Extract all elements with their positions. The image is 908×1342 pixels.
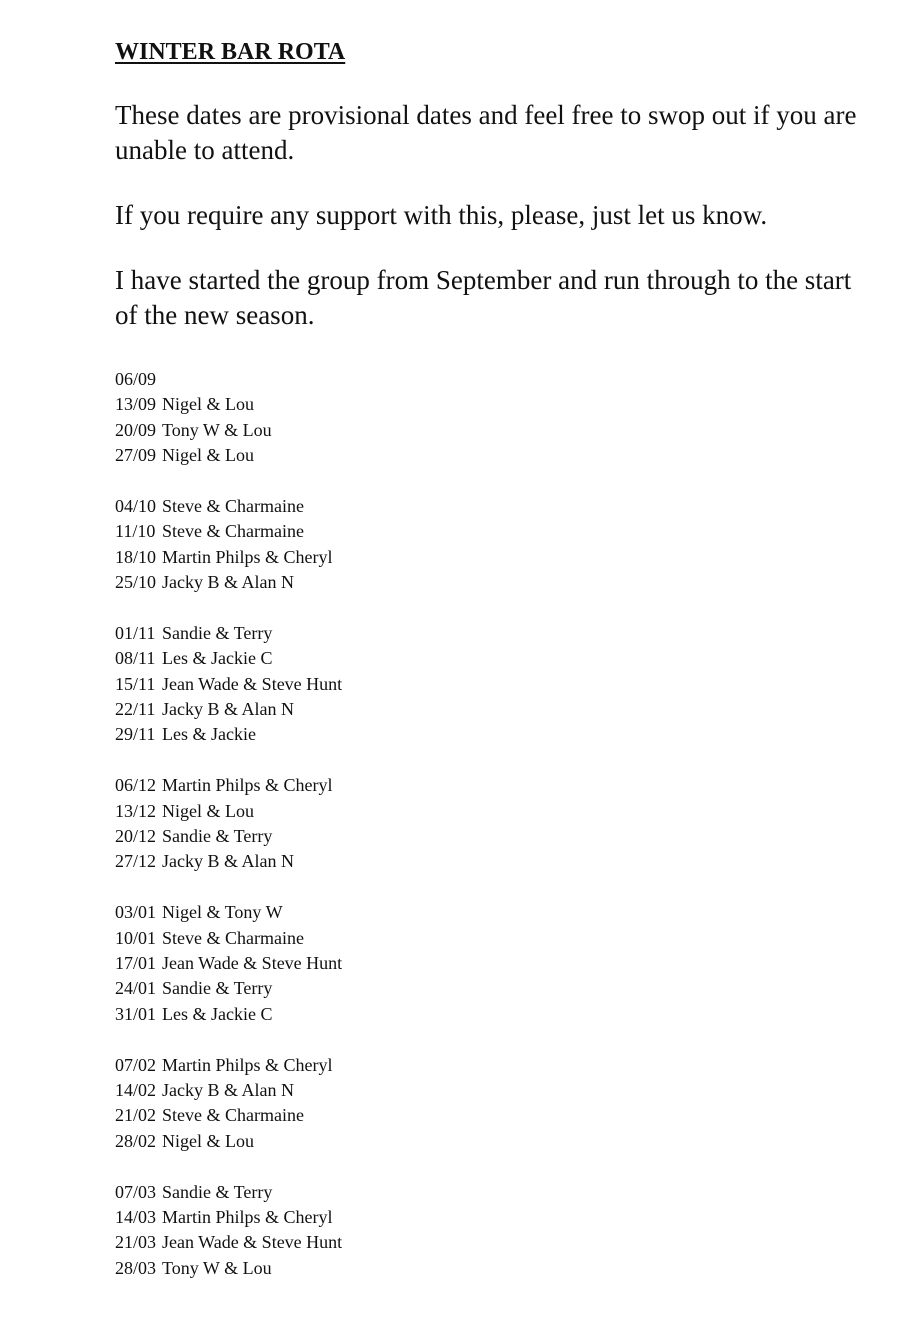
month-group	[115, 1053, 875, 1155]
rota-entry	[115, 519, 875, 544]
rota-entry	[115, 646, 875, 671]
page-title: WINTER BAR ROTA	[115, 39, 346, 65]
rota-entry	[115, 545, 875, 570]
rota-names: Jacky B & Alan N	[162, 1079, 294, 1100]
rota-names: Martin Philps & Cheryl	[162, 775, 333, 796]
rota-date: 14/03	[115, 1206, 157, 1227]
document-page	[115, 34, 875, 1306]
rota-names: Sandie & Terry	[162, 826, 273, 847]
rota-date: 27/12	[115, 851, 157, 872]
rota-entry	[115, 392, 875, 417]
rota-entry	[115, 849, 875, 874]
rota-entry	[115, 443, 875, 468]
rota-date: 14/02	[115, 1079, 157, 1100]
rota-entry	[115, 722, 875, 747]
month-group	[115, 367, 875, 469]
rota-entry	[115, 1230, 875, 1255]
rota-entry	[115, 799, 875, 824]
support-paragraph: If you require any support with this, please, just let us know.	[115, 200, 768, 230]
rota-entry	[115, 1053, 875, 1078]
rota-names: Les & Jackie C	[162, 648, 273, 669]
rota-entry	[115, 494, 875, 519]
rota-names: Martin Philps & Cheryl	[162, 1054, 333, 1075]
rota-names: Jean Wade & Steve Hunt	[162, 952, 343, 973]
rota-date: 28/03	[115, 1257, 157, 1278]
rota-names: Nigel & Lou	[162, 1130, 254, 1151]
rota-names: Nigel & Tony W	[162, 902, 283, 923]
rota-names: Jacky B & Alan N	[162, 699, 294, 720]
rota-date: 08/11	[115, 648, 156, 669]
rota-date: 07/03	[115, 1181, 157, 1202]
rota-date: 17/01	[115, 952, 157, 973]
rota-entry	[115, 672, 875, 697]
rota-names: Sandie & Terry	[162, 622, 273, 643]
rota-entry	[115, 1180, 875, 1205]
rota-date: 24/01	[115, 978, 157, 999]
rota-date: 20/09	[115, 419, 157, 440]
rota-entry	[115, 367, 875, 392]
rota-entry	[115, 1205, 875, 1230]
month-group	[115, 900, 875, 1027]
rota-names: Les & Jackie	[162, 724, 256, 745]
rota-entry	[115, 976, 875, 1001]
rota-names: Tony W & Lou	[162, 419, 272, 440]
rota-entry	[115, 900, 875, 925]
rota-date: 22/11	[115, 699, 156, 720]
rota-date: 11/10	[115, 521, 156, 542]
rota-entry	[115, 926, 875, 951]
rota-names: Steve & Charmaine	[162, 521, 304, 542]
rota-date: 13/09	[115, 394, 157, 415]
rota-names: Les & Jackie C	[162, 1003, 273, 1024]
schedule-paragraph: I have started the group from September and run through to the start of the new season.	[115, 265, 852, 330]
rota-names: Jean Wade & Steve Hunt	[162, 673, 343, 694]
rota-names: Jean Wade & Steve Hunt	[162, 1232, 343, 1253]
rota-date: 06/12	[115, 775, 157, 796]
rota-names: Nigel & Lou	[162, 800, 254, 821]
rota-names: Jacky B & Alan N	[162, 851, 294, 872]
rota-entry	[115, 1129, 875, 1154]
rota-entry	[115, 1078, 875, 1103]
rota-date: 10/01	[115, 927, 157, 948]
rota-date: 06/09	[115, 369, 157, 389]
rota-names: Nigel & Lou	[162, 445, 254, 466]
rota-list	[115, 367, 875, 1281]
intro-paragraph: These dates are provisional dates and feel free to swop out if you are unable to attend.	[115, 100, 857, 165]
rota-entry	[115, 418, 875, 443]
rota-entry	[115, 1103, 875, 1128]
rota-entry	[115, 773, 875, 798]
rota-entry	[115, 1256, 875, 1281]
rota-names: Steve & Charmaine	[162, 927, 304, 948]
month-group	[115, 1180, 875, 1282]
month-group	[115, 494, 875, 596]
rota-entry	[115, 621, 875, 646]
month-group	[115, 621, 875, 748]
rota-date: 21/02	[115, 1105, 157, 1126]
rota-names: Nigel & Lou	[162, 394, 254, 415]
rota-entry	[115, 1002, 875, 1027]
rota-date: 13/12	[115, 800, 157, 821]
rota-date: 29/11	[115, 724, 156, 745]
rota-entry	[115, 951, 875, 976]
rota-names: Sandie & Terry	[162, 1181, 273, 1202]
rota-names: Steve & Charmaine	[162, 495, 304, 516]
rota-date: 21/03	[115, 1232, 157, 1253]
rota-date: 27/09	[115, 445, 157, 466]
rota-names: Sandie & Terry	[162, 978, 273, 999]
month-group	[115, 773, 875, 875]
rota-date: 15/11	[115, 673, 156, 694]
rota-names: Steve & Charmaine	[162, 1105, 304, 1126]
rota-date: 18/10	[115, 546, 157, 567]
rota-date: 28/02	[115, 1130, 157, 1151]
rota-names: Martin Philps & Cheryl	[162, 1206, 333, 1227]
rota-names: Martin Philps & Cheryl	[162, 546, 333, 567]
rota-entry	[115, 824, 875, 849]
rota-entry	[115, 570, 875, 595]
rota-names: Tony W & Lou	[162, 1257, 272, 1278]
rota-date: 07/02	[115, 1054, 157, 1075]
rota-date: 01/11	[115, 622, 156, 643]
rota-date: 04/10	[115, 495, 157, 516]
rota-date: 31/01	[115, 1003, 157, 1024]
rota-date: 20/12	[115, 826, 157, 847]
rota-names: Jacky B & Alan N	[162, 572, 294, 593]
rota-entry	[115, 697, 875, 722]
rota-date: 03/01	[115, 902, 157, 923]
rota-date: 25/10	[115, 572, 157, 593]
